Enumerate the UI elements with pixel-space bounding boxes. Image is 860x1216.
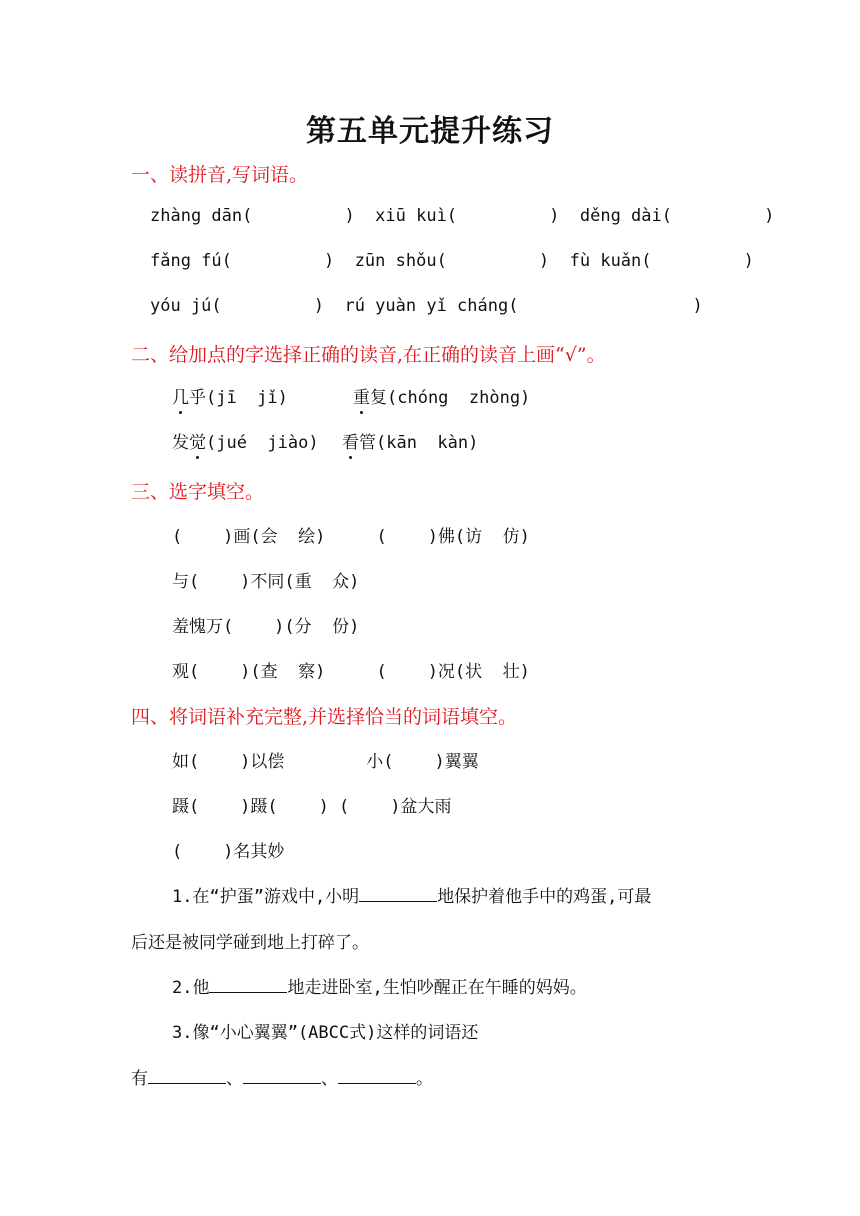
answer-blank[interactable]	[359, 885, 437, 902]
section-3-heading: 三、选字填空。	[131, 481, 265, 503]
reading-item-kanguan	[342, 428, 478, 453]
page-title: 第五单元提升练习	[306, 114, 554, 149]
plain-char: 发	[172, 433, 189, 453]
fill-row-4: 观( )(查 察) ( )况(状 壮)	[172, 662, 530, 682]
fill-row-2: 与( )不同(重 众)	[172, 572, 360, 592]
reading-item-jihu	[172, 383, 288, 408]
dotted-char: 几	[172, 383, 189, 408]
fill-row-3: 羞愧万( )(分 份)	[172, 617, 360, 637]
answer-blank[interactable]	[338, 1067, 416, 1084]
pinyin-row-3: yóu jú( ) rú yuàn yǐ cháng( )	[150, 296, 703, 316]
idiom-row-1: 如( )以偿 小( )翼翼	[172, 752, 479, 772]
reading-options: (jué jiào)	[206, 433, 319, 453]
reading-item-chongfu	[353, 383, 530, 408]
dotted-char: 重	[353, 383, 370, 408]
question-2: 2.他 地走进卧室,生怕吵醒正在午睡的妈妈。	[172, 978, 587, 998]
answer-blank[interactable]	[209, 976, 287, 993]
section-4-heading: 四、将词语补充完整,并选择恰当的词语填空。	[131, 706, 518, 728]
question-1-line-2: 后还是被同学碰到地上打碎了。	[131, 933, 369, 953]
question-3-line-1: 3.像“小心翼翼”(ABCC式)这样的词语还	[172, 1023, 479, 1043]
dotted-char: 觉	[189, 428, 206, 453]
answer-blank[interactable]	[148, 1067, 226, 1084]
section-1-heading: 一、读拼音,写词语。	[131, 164, 309, 186]
pinyin-row-1: zhàng dān( ) xiū kuì( ) děng dài( )	[150, 206, 775, 226]
reading-options: 复(chóng zhòng)	[370, 388, 531, 408]
reading-item-faju	[172, 428, 319, 453]
idiom-row-2: 蹑( )蹑( ) ( )盆大雨	[172, 797, 452, 817]
reading-options: 管(kān kàn)	[359, 433, 479, 453]
reading-options: 乎(jī jǐ)	[189, 388, 288, 408]
question-1-line-1: 1.在“护蛋”游戏中,小明 地保护着他手中的鸡蛋,可最	[172, 887, 652, 907]
question-3-line-2: 有 、 、 。	[131, 1069, 433, 1089]
fill-row-1: ( )画(会 绘) ( )佛(访 仿)	[172, 527, 530, 547]
answer-blank[interactable]	[243, 1067, 321, 1084]
idiom-row-3: ( )名其妙	[172, 842, 285, 862]
dotted-char: 看	[342, 428, 359, 453]
pinyin-row-2: fǎng fú( ) zūn shǒu( ) fù kuǎn( )	[150, 251, 754, 271]
section-2-heading: 二、给加点的字选择正确的读音,在正确的读音上画“√”。	[131, 344, 606, 366]
